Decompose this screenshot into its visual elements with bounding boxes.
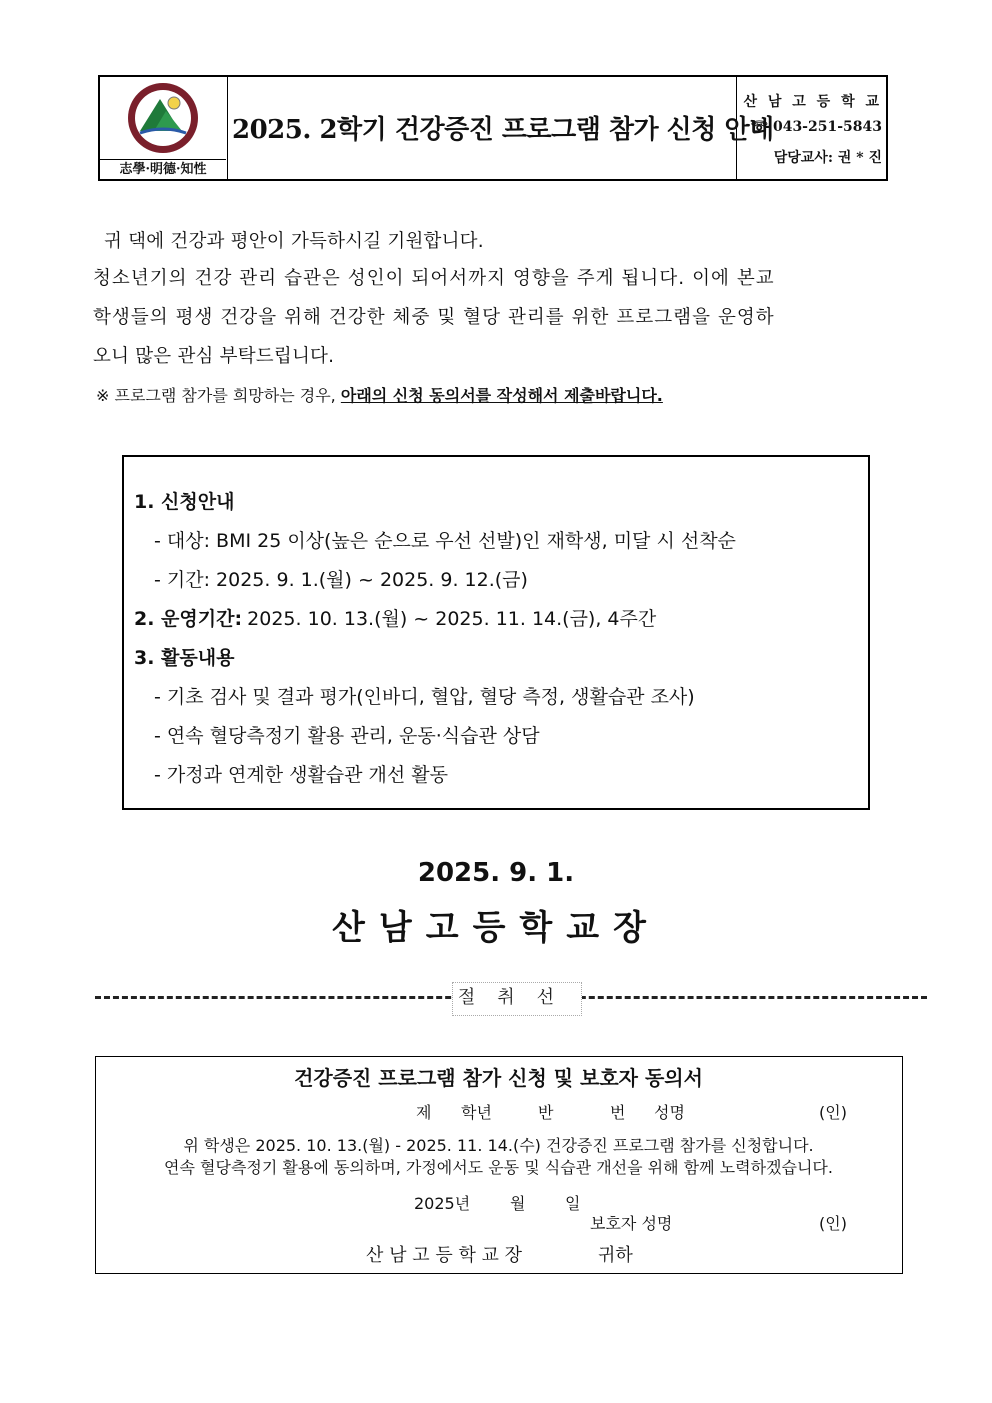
grade-suffix: 학년	[461, 1103, 492, 1122]
contact-info	[737, 77, 888, 179]
title-cell	[228, 77, 774, 179]
year-label: 2025년	[414, 1194, 471, 1213]
activity-item-1: - 기초 검사 및 결과 평가(인바디, 혈압, 혈당 측정, 생활습관 조사)	[154, 686, 695, 708]
addressee: 산 남 고 등 학 교 장	[366, 1245, 523, 1266]
intro-line-4: 오니 많은 관심 부탁드립니다.	[93, 346, 335, 367]
consent-statement-1: 위 학생은 2025. 10. 13.(월) - 2025. 11. 14.(수) 건강증진 프로그램 참가를 신청합니다.	[183, 1136, 814, 1155]
submission-note	[96, 383, 663, 406]
activity-item-2: - 연속 혈당측정기 활용 관리, 운동·식습관 상담	[154, 725, 540, 747]
addressee-honorific: 귀하	[598, 1245, 633, 1266]
section-activities-title: 3. 활동내용	[134, 647, 235, 669]
operation-period-label: 2. 운영기간:	[134, 608, 243, 630]
logo-cell	[100, 77, 228, 179]
section-application-title: 1. 신청안내	[134, 491, 235, 513]
teacher-in-charge: 담당교사: 권 * 진	[773, 150, 882, 166]
intro-greeting: 귀 댁에 건강과 평안이 가득하시길 기원합니다.	[104, 231, 484, 252]
school-name: 산 남 고 등 학 교	[743, 94, 882, 110]
program-info-box	[122, 455, 870, 810]
cut-line-label: 절취선	[452, 982, 582, 1016]
guardian-name-label: 보호자 성명	[590, 1214, 673, 1233]
document-header	[98, 75, 888, 181]
phone-number: ☏ 043-251-5843	[750, 119, 882, 135]
note-prefix: ※ 프로그램 참가를 희망하는 경우,	[96, 386, 341, 405]
student-name-label: 성명	[654, 1103, 685, 1122]
school-motto: 志學·明德·知性	[100, 159, 226, 180]
guardian-seal: (인)	[819, 1214, 847, 1233]
consent-form-title: 건강증진 프로그램 참가 신청 및 보호자 동의서	[294, 1066, 703, 1090]
issue-date: 2025. 9. 1.	[417, 858, 575, 888]
grade-label: 제	[416, 1103, 432, 1122]
day-label: 일	[565, 1194, 581, 1213]
principal-signature: 산남고등학교장	[332, 908, 660, 948]
consent-form	[95, 1056, 903, 1274]
note-emphasis: 아래의 신청 동의서를 작성해서 제출바랍니다.	[340, 386, 663, 405]
number-label: 번	[610, 1103, 626, 1122]
operation-period-value: 2025. 10. 13.(월) ~ 2025. 11. 14.(금), 4주간	[247, 608, 657, 630]
operation-period	[134, 604, 656, 631]
application-period: - 기간: 2025. 9. 1.(월) ~ 2025. 9. 12.(금)	[154, 569, 528, 591]
student-seal: (인)	[819, 1103, 847, 1122]
document-title: 2025. 2학기 건강증진 프로그램 참가 신청 안내	[232, 115, 774, 145]
activity-item-3: - 가정과 연계한 생활습관 개선 활동	[154, 764, 449, 786]
intro-line-3: 학생들의 평생 건강을 위해 건강한 체중 및 혈당 관리를 위한 프로그램을 운영하	[93, 307, 775, 328]
application-target: - 대상: BMI 25 이상(높은 순으로 우선 선발)인 재학생, 미달 시 선착순	[154, 530, 736, 552]
consent-statement-2: 연속 혈당측정기 활용에 동의하며, 가정에서도 운동 및 식습관 개선을 위해 함께 노력하겠습니다.	[164, 1158, 833, 1177]
class-label: 반	[538, 1103, 554, 1122]
intro-line-2: 청소년기의 건강 관리 습관은 성인이 되어서까지 영향을 주게 됩니다. 이에 본교	[93, 268, 775, 289]
month-label: 월	[510, 1194, 526, 1213]
school-logo	[126, 81, 200, 155]
